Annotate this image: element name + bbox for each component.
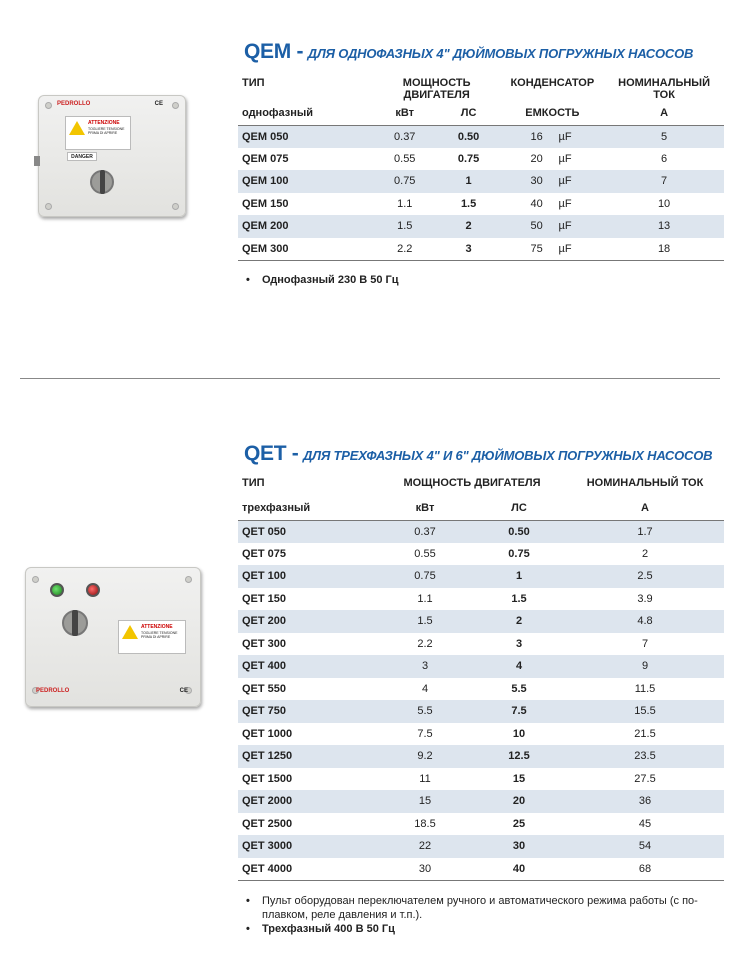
table-row <box>238 588 724 611</box>
ce-mark: CE <box>154 101 163 107</box>
amp-cell: 68 <box>566 858 724 881</box>
capacity-unit: µF <box>558 152 572 165</box>
qem-title <box>244 40 693 64</box>
qet-note-voltage <box>246 922 395 936</box>
kw-cell: 1.1 <box>397 197 413 210</box>
kw-cell: 15 <box>378 790 472 813</box>
panel-brand-logo: PEDROLLO <box>36 688 70 694</box>
amp-cell: 54 <box>566 835 724 858</box>
amp-cell: 4.8 <box>566 610 724 633</box>
table-row <box>238 790 724 813</box>
qem-subheader-type: однофазный <box>238 101 373 125</box>
qem-header-capacitor: КОНДЕНСАТОР <box>510 77 595 89</box>
capacity-value: 16 <box>530 130 543 143</box>
qet-subheader-kw: кВт <box>378 496 472 520</box>
qem-header-row <box>238 74 724 101</box>
rotary-switch-icon <box>90 170 114 194</box>
capacity-cell <box>501 238 605 261</box>
qem-subheader-capacity: ЕМКОСТЬ <box>501 101 605 125</box>
screw-icon <box>32 576 39 583</box>
capacity-value: 50 <box>530 220 543 233</box>
model-cell: QET 2500 <box>242 817 293 830</box>
model-cell: QEM 200 <box>238 215 373 238</box>
kw-cell: 0.75 <box>373 170 437 193</box>
table-row <box>238 813 724 836</box>
amp-cell: 15.5 <box>566 700 724 723</box>
kw-cell: 2.2 <box>373 238 437 261</box>
model-cell: QET 550 <box>242 682 287 695</box>
qem-subheader-hp: ЛС <box>437 101 501 125</box>
warning-text: TOGLIERE TENSIONE PRIMA DI APRIRE <box>141 631 178 639</box>
kw-cell: 7.5 <box>417 727 433 740</box>
capacity-unit: µF <box>558 197 572 210</box>
qem-spec-table <box>238 74 724 261</box>
amp-cell: 7 <box>641 637 649 650</box>
model-cell: QET 200 <box>238 610 378 633</box>
amp-cell: 21.5 <box>634 727 656 740</box>
qet-spec-table <box>238 474 724 881</box>
warning-triangle-icon <box>69 121 85 135</box>
section-divider <box>20 378 720 379</box>
kw-cell: 3 <box>378 655 472 678</box>
model-cell: QEM 050 <box>238 125 373 148</box>
bullet-icon: • <box>246 923 250 935</box>
amp-cell: 6 <box>661 152 668 165</box>
red-indicator-lamp-icon <box>86 583 100 597</box>
amp-cell: 11.5 <box>634 682 656 695</box>
amp-cell: 9 <box>566 655 724 678</box>
model-cell: QET 1500 <box>242 772 293 785</box>
screw-icon <box>172 203 179 210</box>
model-cell: QET 050 <box>238 520 378 543</box>
capacity-value: 20 <box>530 152 543 165</box>
cable-gland-icon <box>34 156 40 166</box>
hp-cell: 1.5 <box>460 197 477 210</box>
qem-subheader-kw: кВт <box>373 101 437 125</box>
model-cell: QET 3000 <box>238 835 378 858</box>
table-row <box>238 633 724 656</box>
model-cell: QET 2000 <box>238 790 378 813</box>
table-row <box>238 835 724 858</box>
panel-brand-logo: PEDROLLO <box>57 101 91 107</box>
qem-title-subtitle: ДЛЯ ОДНОФАЗНЫХ 4" ДЮЙМОВЫХ ПОГРУЖНЫХ НАСОСОВ <box>307 46 694 61</box>
hp-cell: 0.75 <box>457 152 480 165</box>
capacity-unit: µF <box>558 220 572 233</box>
kw-cell: 9.2 <box>378 745 472 768</box>
kw-cell: 22 <box>378 835 472 858</box>
hp-cell: 25 <box>512 817 526 830</box>
model-cell: QET 1000 <box>242 727 293 740</box>
kw-cell: 0.55 <box>394 152 416 165</box>
table-row <box>238 215 724 238</box>
capacity-value: 30 <box>530 175 543 188</box>
screw-icon <box>185 576 192 583</box>
qet-note-switch <box>246 894 724 922</box>
hp-cell: 40 <box>472 858 566 881</box>
kw-cell: 0.37 <box>378 520 472 543</box>
kw-cell: 1.1 <box>417 592 433 605</box>
hp-cell: 10 <box>512 727 526 740</box>
capacity-cell <box>501 170 605 193</box>
warning-text: TOGLIERE TENSIONE PRIMA DI APRIRE <box>88 127 125 135</box>
capacity-value: 75 <box>530 242 543 255</box>
qem-note <box>246 273 399 287</box>
model-cell: QEM 300 <box>238 238 373 261</box>
hp-cell: 20 <box>472 790 566 813</box>
qem-title-code: QEM - <box>244 40 304 63</box>
table-row <box>238 700 724 723</box>
bullet-icon: • <box>246 895 250 907</box>
hp-cell: 2 <box>437 215 501 238</box>
hp-cell: 30 <box>472 835 566 858</box>
model-cell: QEM 150 <box>242 197 289 210</box>
kw-cell: 1.5 <box>373 215 437 238</box>
qem-subheader-row <box>238 101 724 125</box>
kw-cell: 0.75 <box>378 565 472 588</box>
qem-subheader-amp: А <box>604 101 724 125</box>
hp-cell: 3 <box>515 637 523 650</box>
hp-cell: 15 <box>512 772 526 785</box>
screw-icon <box>45 102 52 109</box>
qem-note-text: Однофазный 230 В 50 Гц <box>262 274 399 286</box>
screw-icon <box>172 102 179 109</box>
model-cell: QET 4000 <box>238 858 378 881</box>
model-cell: QET 750 <box>238 700 378 723</box>
ce-mark: CE <box>179 688 188 694</box>
table-row <box>238 543 724 566</box>
qet-note-voltage-text: Трехфазный 400 В 50 Гц <box>262 923 395 935</box>
model-cell: QET 300 <box>242 637 287 650</box>
qet-title-subtitle: ДЛЯ ТРЕХФАЗНЫХ 4" И 6" ДЮЙМОВЫХ ПОГРУЖНЫХ НАСОСОВ <box>302 448 713 463</box>
model-cell: QET 150 <box>242 592 287 605</box>
amp-cell: 23.5 <box>566 745 724 768</box>
capacity-unit: µF <box>558 242 572 255</box>
qet-control-panel-image <box>25 567 201 707</box>
warning-title: ATTENZIONE <box>88 120 120 126</box>
amp-cell: 2.5 <box>566 565 724 588</box>
kw-cell: 11 <box>419 772 431 785</box>
warning-title: ATTENZIONE <box>141 624 173 630</box>
capacity-cell <box>501 125 605 148</box>
model-cell: QET 100 <box>238 565 378 588</box>
amp-cell: 36 <box>566 790 724 813</box>
amp-cell: 27.5 <box>634 772 656 785</box>
hp-cell: 2 <box>472 610 566 633</box>
kw-cell: 30 <box>378 858 472 881</box>
qet-title-code: QET - <box>244 442 299 465</box>
model-cell: QET 1250 <box>238 745 378 768</box>
model-cell: QET 400 <box>238 655 378 678</box>
warning-label <box>118 620 186 654</box>
amp-cell: 18 <box>604 238 724 261</box>
table-row <box>238 520 724 543</box>
amp-cell: 3.9 <box>637 592 653 605</box>
qem-control-panel-image <box>38 95 186 217</box>
amp-cell: 13 <box>604 215 724 238</box>
amp-cell: 45 <box>638 817 652 830</box>
qet-subheader-hp: ЛС <box>472 496 566 520</box>
table-row <box>238 678 724 701</box>
qem-header-current: НОМИНАЛЬНЫЙ ТОК <box>618 77 710 101</box>
table-row <box>238 170 724 193</box>
table-row <box>238 768 724 791</box>
danger-label: DANGER <box>67 152 97 161</box>
capacity-value: 40 <box>530 197 543 210</box>
warning-label <box>65 116 131 150</box>
table-row <box>238 723 724 746</box>
green-indicator-lamp-icon <box>50 583 64 597</box>
hp-cell: 3 <box>437 238 501 261</box>
qet-header-type: ТИП <box>242 477 265 489</box>
qet-header-current: НОМИНАЛЬНЫЙ ТОК <box>586 477 704 489</box>
qem-header-power: МОЩНОСТЬ ДВИГАТЕЛЯ <box>402 77 471 101</box>
warning-triangle-icon <box>122 625 138 639</box>
table-row <box>238 193 724 216</box>
hp-cell: 5.5 <box>511 682 527 695</box>
kw-cell: 18.5 <box>414 817 436 830</box>
hp-cell: 1.5 <box>511 592 527 605</box>
qet-title <box>244 442 712 466</box>
amp-cell: 1.7 <box>566 520 724 543</box>
kw-cell: 0.37 <box>373 125 437 148</box>
table-row <box>238 148 724 171</box>
model-cell: QET 075 <box>242 547 287 560</box>
model-cell: QEM 075 <box>242 152 289 165</box>
table-row <box>238 565 724 588</box>
screw-icon <box>45 203 52 210</box>
hp-cell: 0.50 <box>472 520 566 543</box>
table-row <box>238 745 724 768</box>
kw-cell: 4 <box>421 682 429 695</box>
table-row <box>238 238 724 261</box>
amp-cell: 2 <box>641 547 649 560</box>
qet-subheader-type: трехфазный <box>238 496 378 520</box>
capacity-cell <box>501 215 605 238</box>
amp-cell: 7 <box>604 170 724 193</box>
hp-cell: 0.75 <box>508 547 530 560</box>
qet-subheader-amp: А <box>566 496 724 520</box>
qet-note-switch-line2: плавком, реле давления и т.п.). <box>262 909 423 921</box>
rotary-switch-icon <box>62 610 88 636</box>
qet-header-row <box>238 474 724 496</box>
table-row <box>238 655 724 678</box>
amp-cell: 5 <box>604 125 724 148</box>
table-row <box>238 610 724 633</box>
kw-cell: 2.2 <box>417 637 433 650</box>
qet-note-switch-line1: Пульт оборудован переключателем ручного и автоматического режима работы (с по- <box>262 895 698 907</box>
hp-cell: 12.5 <box>472 745 566 768</box>
qet-subheader-row <box>238 496 724 520</box>
model-cell: QEM 100 <box>238 170 373 193</box>
capacity-unit: µF <box>558 130 572 143</box>
table-row <box>238 125 724 148</box>
kw-cell: 5.5 <box>378 700 472 723</box>
hp-cell: 4 <box>472 655 566 678</box>
table-row <box>238 858 724 881</box>
kw-cell: 0.55 <box>414 547 436 560</box>
amp-cell: 10 <box>657 197 671 210</box>
hp-cell: 7.5 <box>472 700 566 723</box>
capacity-unit: µF <box>558 175 572 188</box>
hp-cell: 1 <box>472 565 566 588</box>
bullet-icon: • <box>246 274 250 286</box>
hp-cell: 0.50 <box>437 125 501 148</box>
capacity-cell <box>501 193 605 216</box>
kw-cell: 1.5 <box>378 610 472 633</box>
capacity-cell <box>501 148 605 171</box>
qem-header-type: ТИП <box>242 77 265 89</box>
hp-cell: 1 <box>437 170 501 193</box>
qet-header-power: МОЩНОСТЬ ДВИГАТЕЛЯ <box>403 477 541 489</box>
